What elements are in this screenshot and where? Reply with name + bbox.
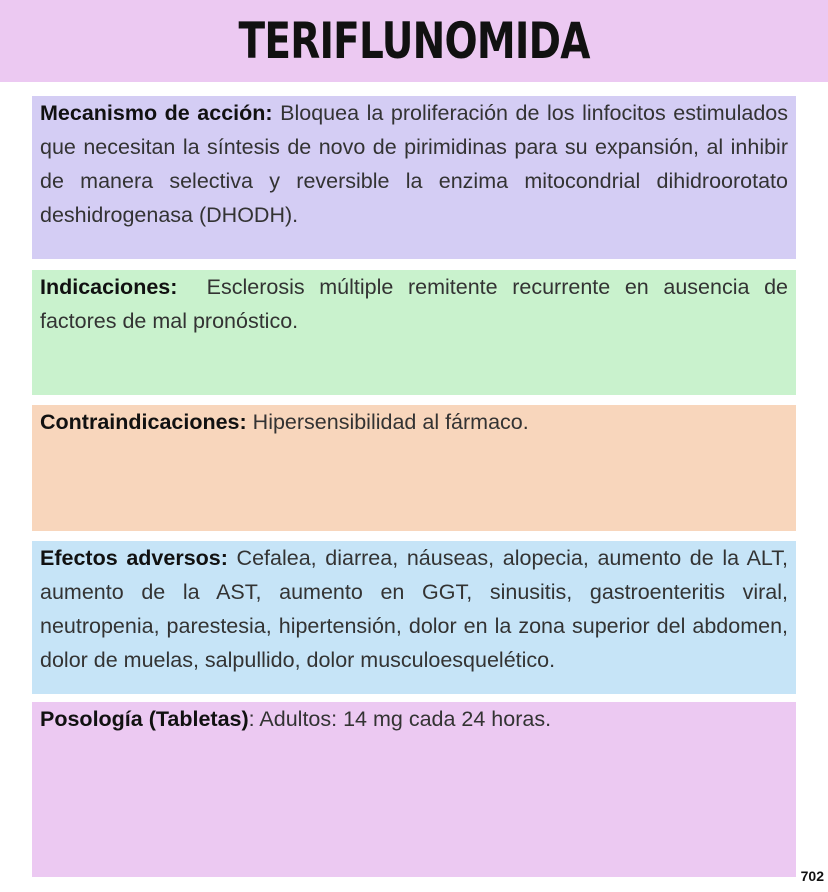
section-text: : Adultos: 14 mg cada 24 horas. [248, 707, 552, 731]
section-indicaciones [32, 270, 796, 395]
section-label: Contraindicaciones: [40, 410, 247, 434]
section-label: Indicaciones: [40, 275, 178, 299]
section-label: Efectos adversos: [40, 546, 228, 570]
title-banner [0, 0, 828, 82]
section-efectos-adversos [32, 541, 796, 694]
section-label: Mecanismo de acción: [40, 101, 273, 125]
section-contraindicaciones [32, 405, 796, 531]
page-number: 702 [800, 868, 824, 884]
section-mecanismo [32, 96, 796, 259]
section-text: Esclerosis múltiple remitente recurrente en ausencia de factores de mal pronóstico. [40, 275, 794, 333]
section-label: Posología (Tabletas) [40, 707, 249, 731]
section-text: Cefalea, diarrea, náuseas, alopecia, aumento de la ALT, aumento de la AST, aumento en GGT, sinusitis, gastroenteritis viral, neutropenia, parestesia, hipertensión, dolor en la zona superior del abdomen, dolor de muelas, salpullido, dolor musculoesquelético. [40, 546, 788, 672]
page-title: TERIFLUNOMIDA [238, 12, 590, 70]
section-text: Hipersensibilidad al fármaco. [246, 410, 529, 434]
section-posologia [32, 702, 796, 877]
section-text: Bloquea la proliferación de los linfocitos estimulados que necesitan la síntesis de novo de pirimidinas para su expansión, al inhibir de manera selectiva y reversible la enzima mitocondrial dihidroorotato deshidrogenasa (DHODH). [40, 101, 788, 227]
